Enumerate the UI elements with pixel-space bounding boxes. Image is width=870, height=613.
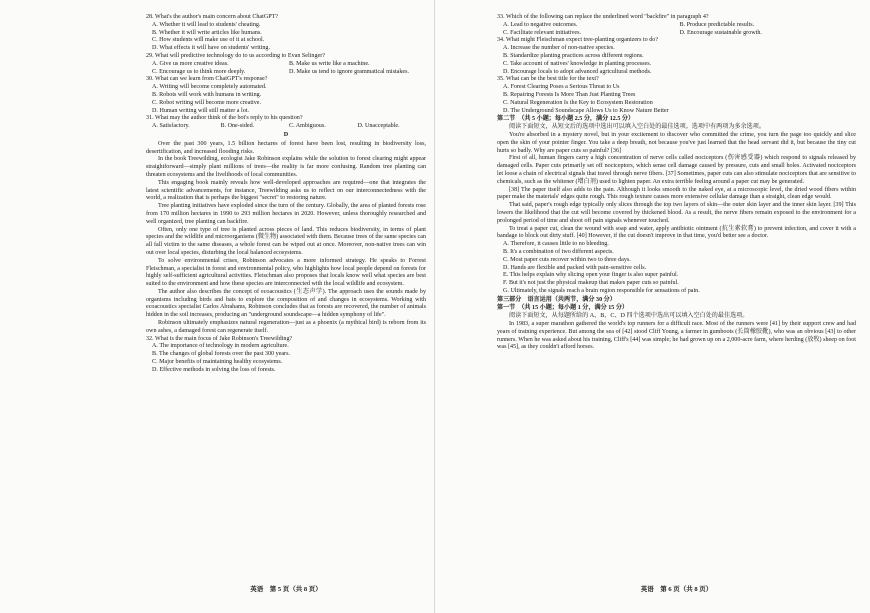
question-28-stem: 28. What's the author's main concern about ChatGPT?	[146, 14, 279, 20]
question-34-option-c: C. Take account of natives' knowledge in planting processes.	[503, 60, 652, 67]
question-33-option-d: D. Encourage sustainable growth.	[679, 29, 762, 36]
page-footer: 英语 第 6 页（共 8 页）	[640, 586, 713, 593]
left-content	[146, 14, 426, 375]
section-2-heading: 第二节 （共 5 小题；每小题 2.5 分，满分 12.5 分）	[497, 116, 635, 123]
part-3-instructions: 阅读下面短文，从每题所给的 A、B、C、D 四个选项中选出可以填入空白处的最佳选项。	[509, 313, 749, 320]
question-29-stem: 29. What will predictive technology do to us according to Evan Selinger?	[146, 52, 325, 59]
question-34-option-d: D. Encourage locals to adopt advanced agricultural methods.	[503, 68, 652, 75]
question-30-option-b: B. Robots will work with humans in writing.	[152, 91, 262, 98]
question-31-option-b: B. One-sided.	[220, 123, 255, 130]
passage-d-paragraph: Robinson ultimately emphasizes natural regeneration—just as a phoenix (a mythical bird) is reborn from its own ashes, a damaged forest can regenerate itself.	[146, 320, 426, 334]
page-footer: 英语 第 5 页（共 8 页）	[250, 586, 322, 593]
question-31-option-d: D. Unacceptable.	[357, 123, 400, 130]
question-32-option-a: A. The importance of technology in modern agriculture.	[152, 343, 289, 350]
question-32-stem: 32. What is the main focus of Jake Robinson's Treewilding?	[146, 335, 293, 342]
question-32-option-c: C. Major benefits of maintaining healthy ecosystems.	[152, 359, 283, 366]
right-page	[435, 0, 870, 613]
right-content	[497, 14, 856, 352]
question-35-stem: 35. What can be the best title for the text?	[497, 76, 599, 83]
question-33-option-a: A. Lead to negative outcomes.	[503, 21, 578, 28]
question-29-option-b: B. Make us write like a machine.	[289, 60, 370, 67]
question-33-stem: 33. Which of the following can replace the underlined word "backfire" in paragraph 4?	[497, 14, 709, 20]
question-31-stem: 31. What may the author think of the bot's reply to his question?	[146, 115, 303, 122]
passage-paragraph: You're absorbed in a mystery novel, but in your excitement to discover who committed the crime, you turn the page too quickly and slice open the skin of your pointer finger. You take a deep breath, not because you've just learned that the head servant did it, but because the tiny cut hurts so badly. Why are paper cuts so painful? [36]	[497, 131, 856, 154]
seven-choice-option-c: C. Most paper cuts recover within two to three days.	[503, 256, 631, 263]
seven-choice-option-g: G. Ultimately, the signals reach a brain region responsible for sensations of pain.	[503, 287, 700, 294]
question-30-option-c: C. Robot writing will become more creative.	[152, 99, 261, 106]
seven-choice-option-a: A. Therefore, it causes little to no bleeding.	[503, 241, 609, 248]
question-34-option-b: B. Standardize planting practices across different regions.	[503, 52, 644, 59]
passage-d-paragraph: This engaging book mainly reveals how well-developed approaches are required—one that integrates the latest scientific advancements, for instance, Treewilding asks us to reflect on our interconnectedness with the world, a realization that is perhaps the biggest "secret" to restoring nature.	[146, 179, 426, 202]
passage-paragraph: First of all, human fingers carry a high concentration of nerve cells called nociceptors (伤害感受器) which respond to signals released by damaged cells. Paper cuts primarily set off nociceptors, which sense cell damage caused by pressure, cuts and small holes. Activated nociceptors let loose a chain of electrical signals that travel through nerve fibers. [37] Sometimes, paper cuts can also stimulate nociceptors that are sensitive to chemicals, such as the whitener (增白剂) used to lighten paper. An extra terrible feeling around a paper cut may be generated.	[497, 155, 856, 185]
passage-d-paragraph: Over the past 300 years, 1.5 billion hectares of forest have been lost, resulting in biodiversity loss, desertification, and increased flooding risks.	[146, 140, 426, 155]
passage-d-paragraph: Tree planting initiatives have exploded since the turn of the century. Globally, the area of planted forests rose from 170 million hectares in 1990 to 293 million hectares in 2020. However, unless thoroughly researched and well organized, tree planting can backfire.	[146, 203, 426, 225]
section-2-instructions: 阅读下面短文，从短文后的选项中选出可以填入空白处的最佳选项。选项中有两项为多余选项。	[509, 124, 765, 131]
question-35-option-c: C. Natural Regeneration Is the Key to Ecosystem Restoration	[503, 99, 653, 106]
question-30-stem: 30. What can we learn from ChatGPT's response?	[146, 76, 268, 83]
passage-paragraph: [38] The paper itself also adds to the pain. Although it looks smooth to the naked eye, at a microscopic level, the dried wood fibers within paper make the materials' edges quite rough. This rough texture causes more extensive cellular damage than a straight, clean edge would.	[497, 186, 856, 201]
question-28-option-a: A. Whether it will lead to students' cheating.	[152, 21, 261, 28]
question-28-option-c: C. How students will make use of it at school.	[152, 37, 265, 44]
question-34-stem: 34. What might Fleischman expect tree-planting organizers to do?	[497, 37, 659, 44]
passage-d-label: D	[283, 131, 289, 138]
question-28-option-d: D. What effects it will have on students' writing.	[152, 45, 270, 52]
question-32-option-d: D. Effective methods in solving the loss of forests.	[152, 366, 276, 373]
part-3-heading: 第三部分 语言运用（共两节，满分 30 分）	[497, 296, 616, 303]
seven-choice-option-b: B. It's a combination of two different aspects.	[503, 248, 614, 255]
seven-choice-option-e: E. This helps explain why slicing open your finger is also super painful.	[503, 272, 679, 279]
seven-choice-option-d: D. Hands are flexible and packed with pain-sensitive cells.	[503, 264, 647, 271]
passage-d-paragraph: The author also describes the concept of ecoacoustics (生态声学). The approach uses the sounds made by organisms including birds and bats to explore the composition of and changes in ecosystems. Working with ecoacoustics specialist Carlos Abrahams, Robinson concludes that as forests are recovered, the number of animals hidden in the soil increases, producing an "underground soundscape—a hidden symphony of life".	[146, 288, 426, 319]
seven-choice-option-f: F. But it's not just the physical makeup that makes paper cuts so painful.	[503, 280, 679, 287]
passage-d-paragraph: To solve environmental crises, Robinson advocates a more informed strategy. He speaks to Forrest Fleischman, a specialist in forest and environmental policy, who highlights how local people depend on forests for highly self-sufficient agricultural activities. Fleischman also proposes that locals know well what species are best suited to the environment and how these species are interconnected with the local wildlife and ecosystem.	[146, 257, 426, 288]
question-35-option-a: A. Forest Clearing Poses a Serious Threat to Us	[503, 84, 620, 91]
question-29-option-d: D. Make us tend to ignore grammatical mistakes.	[289, 68, 409, 75]
question-33-option-b: B. Produce predictable results.	[679, 21, 755, 28]
passage-paragraph: That said, paper's rough edge typically only slices through the top two layers of skin—the outer skin layer and the inner skin layer. [39] This lowers the likelihood that the cut will become covered by thickened blood. As a result, the nerve fibers remain exposed to the environment for a prolonged period of time and shoot off pain signals whenever touched.	[497, 202, 856, 224]
question-29-option-c: C. Encourage us to think more deeply.	[152, 68, 246, 75]
question-30-option-a: A. Writing will become completely automated.	[152, 84, 267, 91]
question-33-option-c: C. Facilitate relevant initiatives.	[503, 29, 582, 36]
passage-paragraph: To treat a paper cut, clean the wound with soap and water, apply antibiotic ointment (抗生素软膏) to prevent infection, and cover it with a bandage to block out dirty stuff. [40] However, if the cut doesn't improve in that time, you'd better see a doctor.	[497, 225, 856, 240]
cloze-passage: In 1983, a super marathon gathered the world's top runners for a difficult race. Most of the runners were [41] by their support crew and had years of training experience. But among the sea of [42] stood Cliff Young, a farmer in gumboots (长筒橡胶靴), who was an obvious [43] to other runners. When he was asked about his training, Cliff's [44] was simple; he had grown up on a 2,000-acre farm, where herding (放牧) sheep on foot was [45], as they couldn't afford horses.	[497, 321, 856, 351]
question-31-option-c: C. Ambiguous.	[289, 123, 326, 130]
question-28-option-b: B. Whether it will write articles like humans.	[152, 29, 262, 36]
passage-d-paragraph: Often, only one type of tree is planted across pieces of land. This reduces biodiversity, in terms of plant species and the wildlife and microorganisms (微生物) associated with them. Because trees of the same species can all fall victim to the same diseases, a whole forest can be wiped out at once. Moreover, non-native trees can win out over local species, disturbing the local balanced ecosystems.	[146, 226, 426, 256]
question-31-options	[152, 123, 426, 131]
question-35-option-b: B. Repairing Forests Is More Than Just Planting Trees	[503, 91, 636, 98]
question-34-option-a: A. Increase the number of non-native species.	[503, 45, 615, 52]
question-31-option-a: A. Satisfactory.	[152, 123, 190, 130]
question-29-options	[152, 61, 426, 77]
question-30-option-d: D. Human writing will still matter a lot.	[152, 107, 249, 114]
question-35-option-d: D. The Underground Soundscape Allows Us to Know Nature Better	[503, 107, 669, 114]
part-3-section-1-heading: 第一节 （共 15 小题；每小题 1 分，满分 15 分）	[497, 305, 629, 312]
question-33-options	[503, 22, 856, 38]
passage-d-paragraph: In the book Treewilding, ecologist Jake Robinson explains while the solution to forest clearing might appear straightforward—simply plant millions of trees—the reality is far more confusing. Random tree planting can threaten ecosystems and the livelihoods of local communities.	[146, 156, 426, 178]
question-32-option-b: B. The changes of global forests over the past 300 years.	[152, 351, 290, 358]
question-29-option-a: A. Give us more creative ideas.	[152, 60, 229, 67]
